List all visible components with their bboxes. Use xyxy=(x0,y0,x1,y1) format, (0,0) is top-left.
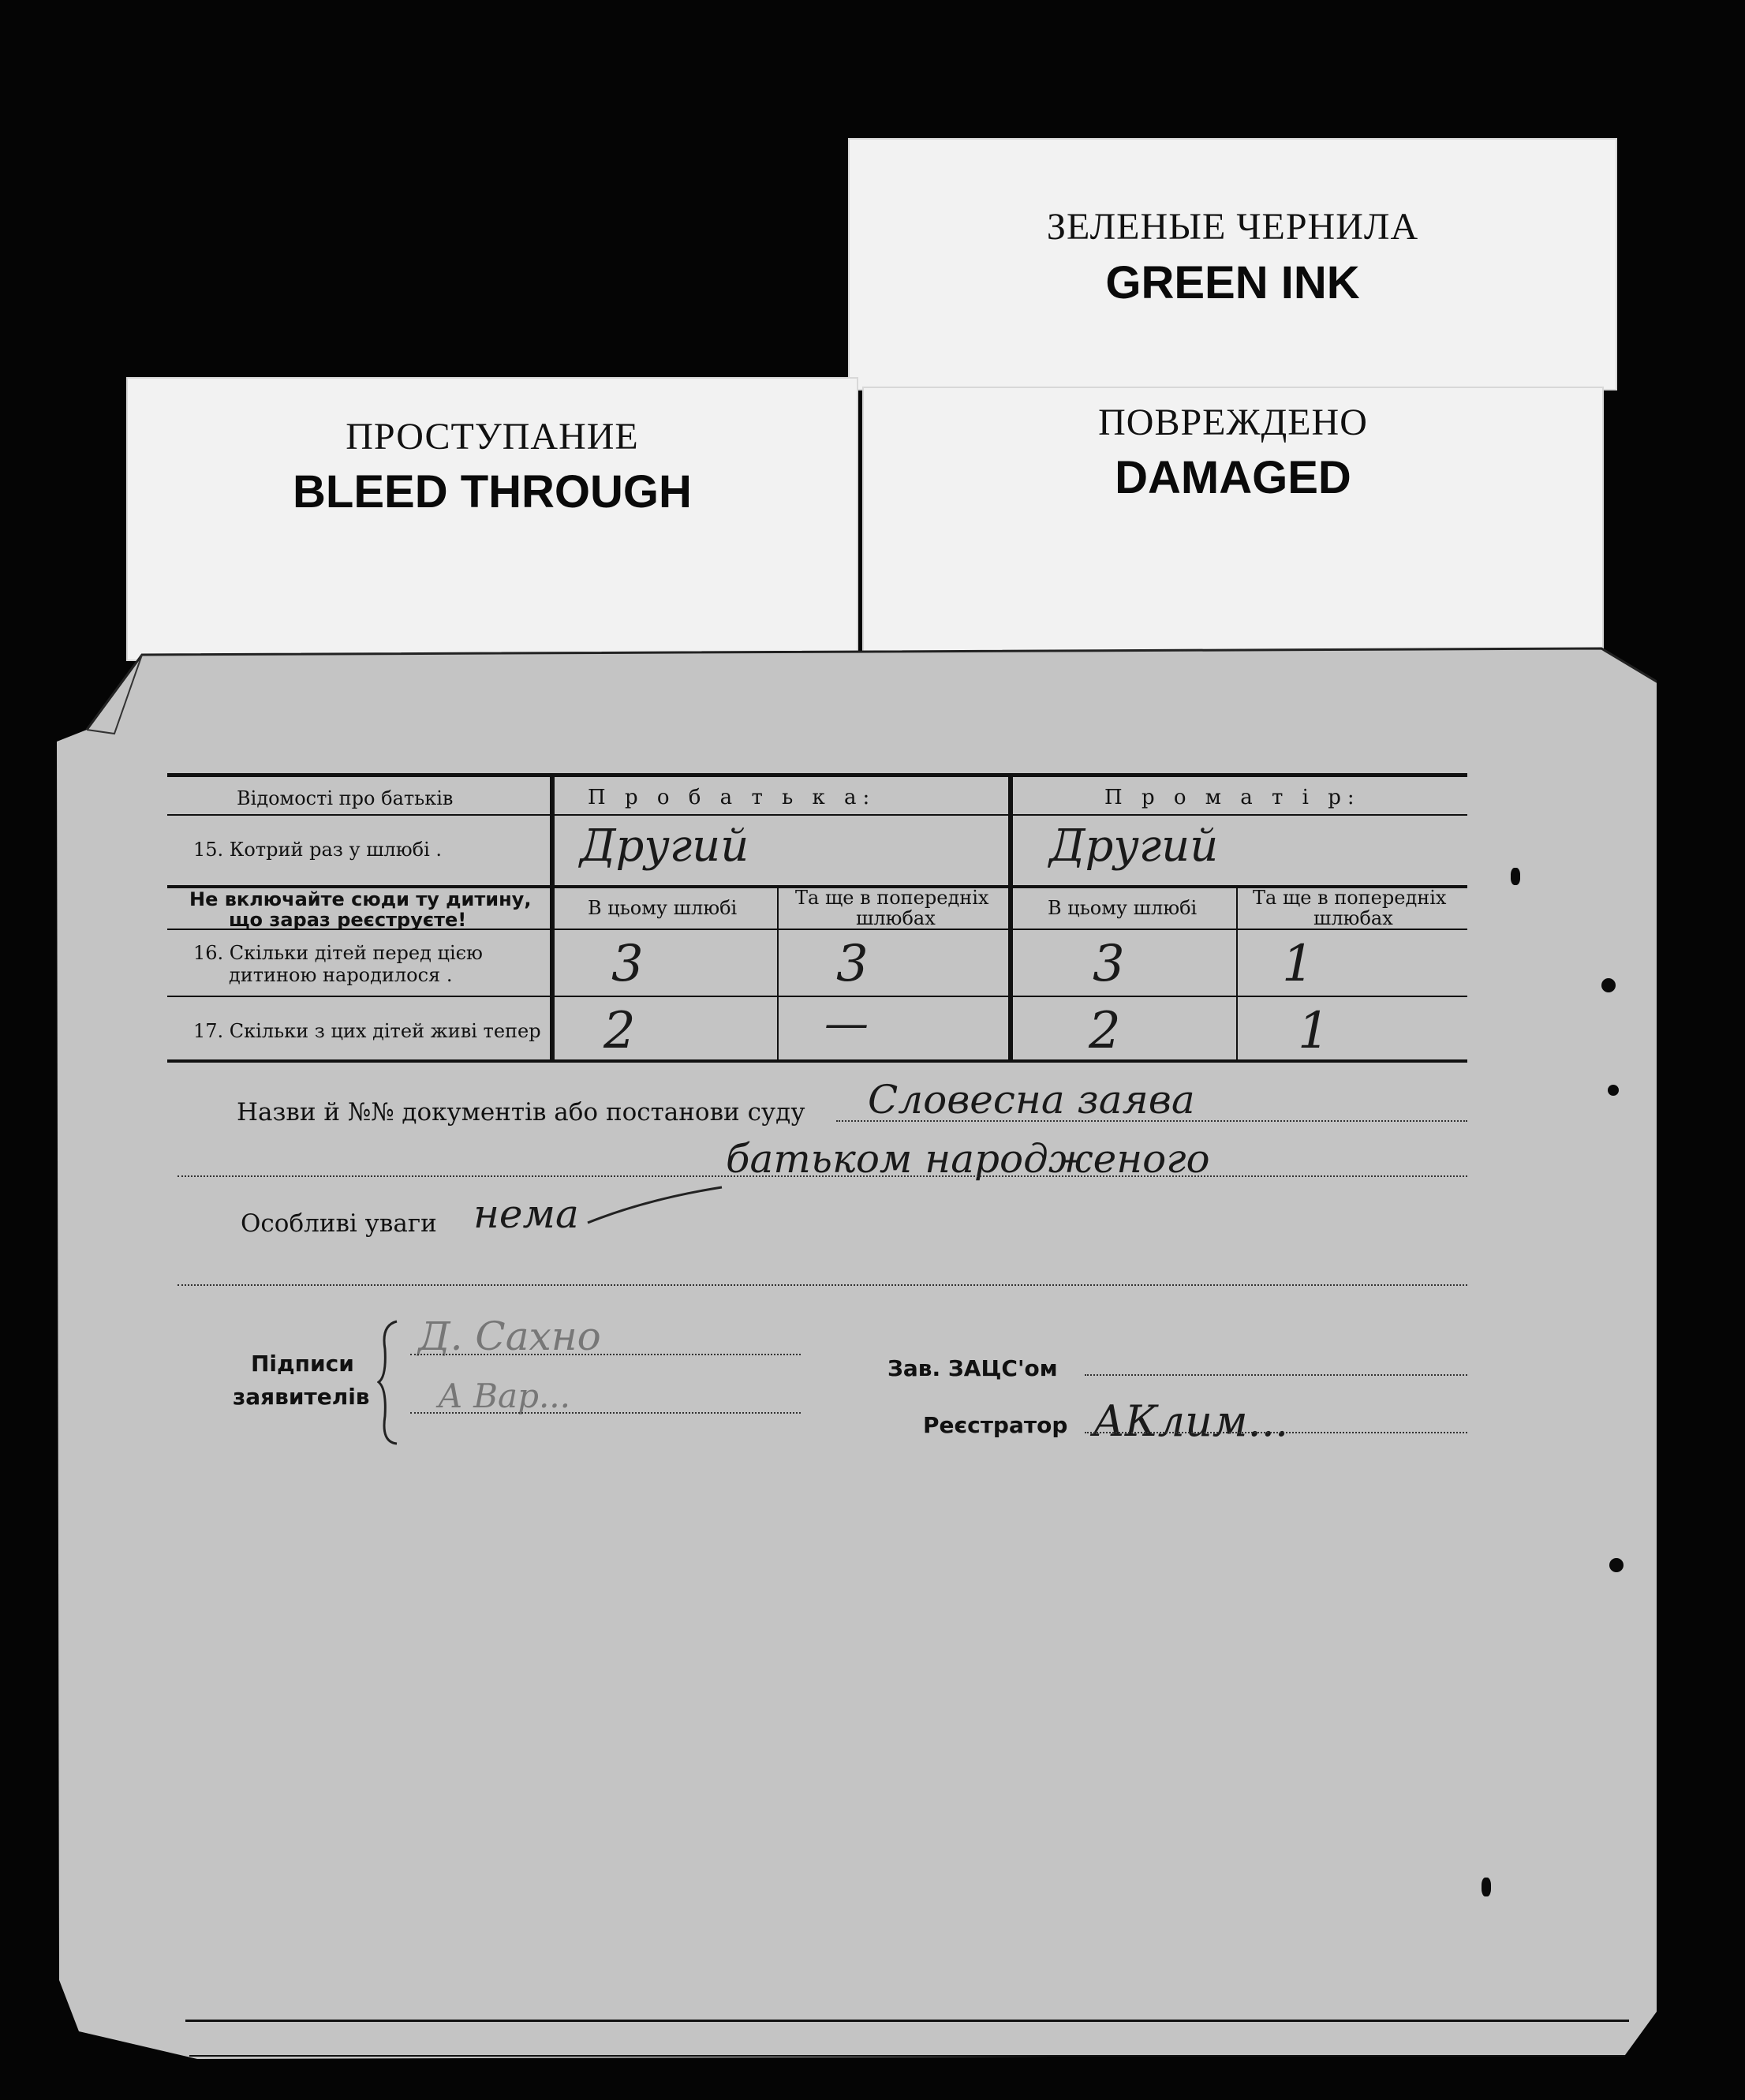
row16-label1: 16. Скільки дітей перед цією xyxy=(193,942,483,964)
bleed-through-en: BLEED THROUGH xyxy=(293,466,692,518)
applicant-signature-1: Д. Сахно xyxy=(418,1313,601,1359)
note-line1: Не включайте сюди ту дитину, xyxy=(189,888,532,910)
remarks-label: Особливі уваги xyxy=(241,1209,437,1238)
header-parents-info: Відомості про батьків xyxy=(237,787,454,809)
green-ink-ru: ЗЕЛЕНЫЕ ЧЕРНИЛА xyxy=(1046,206,1419,248)
sub-father-this: В цьому шлюбі xyxy=(588,897,738,919)
punch-hole xyxy=(1608,1085,1619,1096)
punch-hole xyxy=(1482,1878,1491,1896)
row15-mother-value: Другий xyxy=(1049,820,1219,872)
row16-father-this: 3 xyxy=(611,935,644,993)
table-bottom-rule xyxy=(167,1059,1467,1063)
bottom-rule-2 xyxy=(189,2055,1625,2057)
registrar-signature: АКлим... xyxy=(1093,1396,1289,1446)
table-rule xyxy=(167,996,1467,997)
signature-line-1 xyxy=(410,1354,801,1355)
documents-value-line1: Словесна заява xyxy=(868,1077,1195,1123)
row15-father-value: Другий xyxy=(580,820,749,872)
remarks-value: нема xyxy=(473,1191,579,1237)
green-ink-en: GREEN INK xyxy=(1105,257,1360,308)
table-col-rule xyxy=(550,775,555,1061)
remarks-flourish xyxy=(584,1183,726,1231)
signature-line-2 xyxy=(410,1412,801,1414)
bleed-through-card xyxy=(126,377,858,661)
punch-hole xyxy=(1511,868,1520,885)
sub-mother-this: В цьому шлюбі xyxy=(1048,897,1198,919)
bottom-rule xyxy=(185,2020,1629,2022)
signatures-brace xyxy=(377,1317,401,1448)
signatures-label2: заявителів xyxy=(233,1384,370,1410)
damaged-card xyxy=(862,387,1604,659)
row17-mother-this: 2 xyxy=(1089,1002,1121,1060)
table-top-rule xyxy=(167,773,1467,777)
head-label: Зав. ЗАЦС'ом xyxy=(887,1355,1058,1381)
table-col-rule xyxy=(1008,775,1013,1061)
row15-label: 15. Котрий раз у шлюбі . xyxy=(193,839,443,861)
documents-dotted-line2 xyxy=(177,1175,1467,1177)
sub-mother-prev2: шлюбах xyxy=(1313,907,1393,929)
documents-label: Назви й №№ документів або постанови суду xyxy=(237,1098,805,1127)
green-ink-card xyxy=(848,138,1617,390)
punch-hole xyxy=(1601,978,1616,992)
table-col-rule xyxy=(1236,887,1238,1061)
row17-label: 17. Скільки з цих дітей живі тепер xyxy=(193,1020,541,1042)
row16-label2: дитиною народилося . xyxy=(229,964,453,986)
damaged-en: DAMAGED xyxy=(1115,452,1351,503)
table-col-rule xyxy=(777,887,779,1061)
applicant-signature-2: А Вар... xyxy=(438,1377,570,1415)
remarks-dotted-line xyxy=(177,1284,1467,1286)
registrar-label: Реєстратор xyxy=(923,1412,1068,1438)
header-father: П р о б а т ь к а: xyxy=(588,786,876,809)
row16-mother-this: 3 xyxy=(1093,935,1125,993)
punch-hole xyxy=(1609,1558,1624,1572)
table-rule xyxy=(167,814,1467,816)
note-line2: що зараз реєструєте! xyxy=(229,909,467,931)
registrar-signature-line xyxy=(1085,1432,1467,1433)
row17-mother-prev: 1 xyxy=(1298,1002,1330,1060)
sub-father-prev1: Та ще в попередніх xyxy=(795,887,989,909)
row17-father-this: 2 xyxy=(603,1002,636,1060)
row16-father-prev: 3 xyxy=(836,935,869,993)
row17-father-prev: — xyxy=(824,998,869,1049)
damaged-ru: ПОВРЕЖДЕНО xyxy=(1098,402,1368,443)
header-mother: П р о м а т і р: xyxy=(1104,786,1361,809)
sub-father-prev2: шлюбах xyxy=(856,907,936,929)
bleed-through-ru: ПРОСТУПАНИЕ xyxy=(346,416,639,458)
signatures-label1: Підписи xyxy=(251,1351,354,1377)
sub-mother-prev1: Та ще в попередніх xyxy=(1253,887,1447,909)
row16-mother-prev: 1 xyxy=(1282,935,1314,993)
documents-value-line2: батьком народженого xyxy=(726,1136,1210,1182)
head-signature-line xyxy=(1085,1374,1467,1376)
documents-dotted-line xyxy=(836,1120,1467,1122)
